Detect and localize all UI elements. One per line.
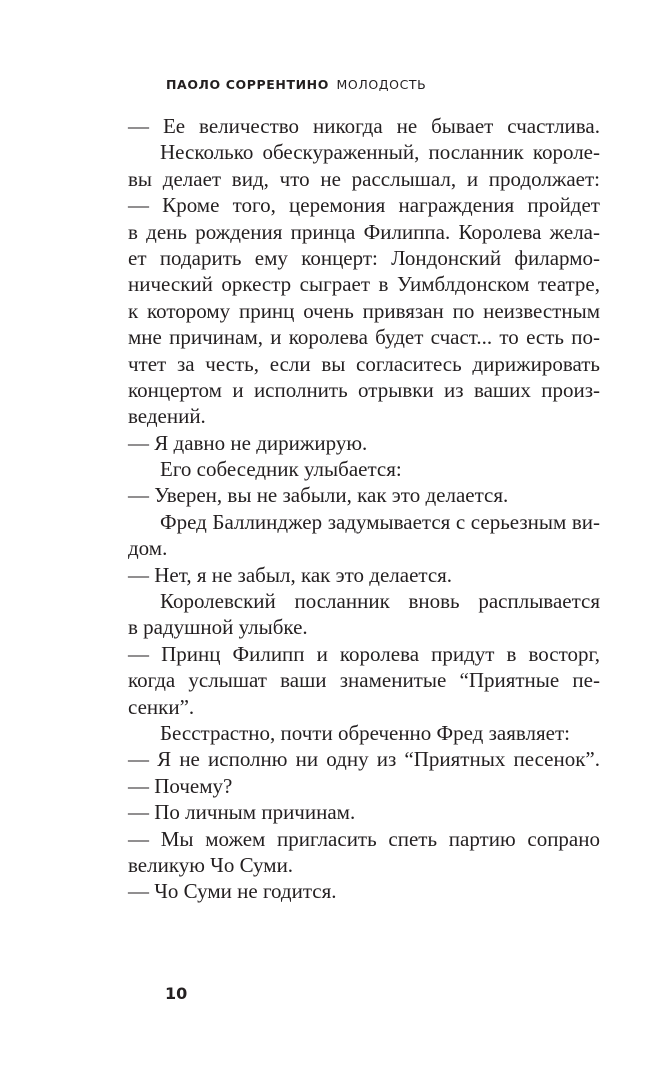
text-line: в радушной улыбке.: [128, 615, 308, 640]
text-line: нический оркестр сыграет в Уимблдонском театре,: [128, 272, 600, 297]
text-line: Королевский посланник вновь расплывается: [160, 589, 600, 614]
text-line: к которому принц очень привязан по неизвестным: [128, 298, 600, 323]
text-line: сенки”.: [128, 694, 195, 719]
text-line: Бесстрастно, почти обреченно Фред заявляет:: [160, 720, 571, 745]
running-head: [166, 77, 426, 92]
text-line: — Мы можем пригласить спеть партию сопрано: [128, 826, 600, 851]
text-line: ведений.: [128, 404, 206, 429]
page-number: 10: [165, 984, 188, 1003]
text-line: — Я давно не дирижирую.: [128, 430, 368, 455]
text-line: вы делает вид, что не расслышал, и продолжает:: [128, 166, 600, 191]
text-line: дом.: [128, 536, 168, 561]
text-line: — Ее величество никогда не бывает счастлива.: [128, 114, 600, 138]
text-line: в день рождения принца Филиппа. Королева жела-: [128, 219, 600, 244]
text-line: Фред Баллинджер задумывается с серьезным ви-: [160, 509, 600, 534]
text-line: — Принц Филипп и королева придут в восторг,: [128, 641, 600, 666]
text-line: — Нет, я не забыл, как это делается.: [128, 562, 453, 587]
text-line: — Кроме того, церемония награждения пройдет: [128, 193, 600, 218]
text-line: Несколько обескураженный, посланник короле-: [160, 140, 600, 165]
running-head-author: ПАОЛО СОРРЕНТИНО: [166, 77, 329, 92]
text-line: — Я не исполню ни одну из “Приятных песенок”.: [128, 747, 600, 772]
text-line: — Почему?: [128, 773, 233, 798]
text-line: — Уверен, вы не забыли, как это делается.: [128, 483, 509, 508]
text-line: ет подарить ему концерт: Лондонский филармо-: [128, 245, 600, 270]
text-line: когда услышат ваши знаменитые “Приятные пе-: [128, 668, 600, 693]
text-line: — По личным причинам.: [128, 800, 356, 825]
text-line: великую Чо Суми.: [128, 852, 294, 877]
text-line: мне причинам, и королева будет счаст... то есть по-: [128, 325, 600, 350]
text-line: чтет за честь, если вы согласитесь дирижировать: [128, 351, 600, 376]
running-head-title: МОЛОДОСТЬ: [336, 77, 427, 92]
body-text: [128, 113, 600, 905]
text-line: концертом и исполнить отрывки из ваших произ-: [128, 377, 600, 402]
text-line: — Чо Суми не годится.: [128, 879, 337, 904]
text-line: Его собеседник улыбается:: [160, 457, 402, 482]
